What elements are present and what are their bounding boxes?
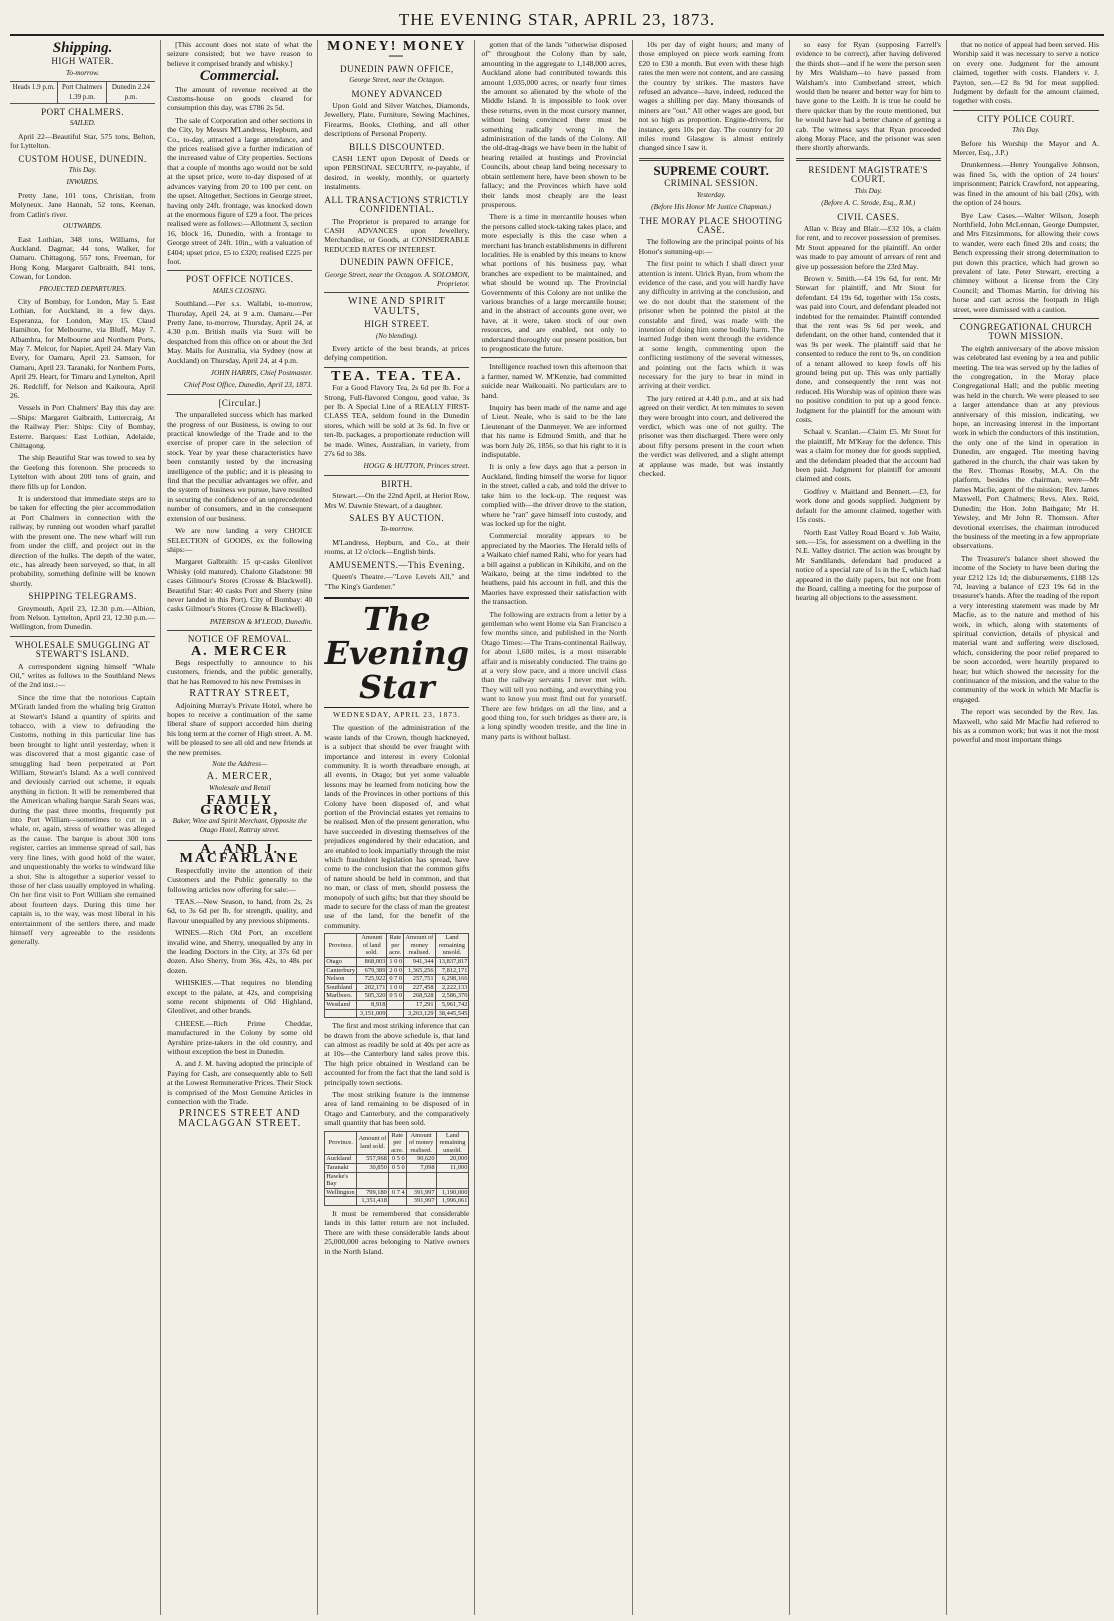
- police-court-heading: CITY POLICE COURT.: [977, 113, 1075, 124]
- newspaper-flag: The Evening Star: [324, 597, 469, 708]
- column-3: [324, 40, 475, 1615]
- divider: [167, 270, 312, 271]
- paragraph: The following are the principal points of his Honor's summing-up:—: [638, 237, 784, 256]
- divider: [639, 158, 784, 161]
- mails-closing-label: MAILS CLOSING.: [212, 286, 267, 295]
- table-cell: 1,365,256: [404, 966, 435, 975]
- table-header-cell: Land remaining unsold.: [436, 1131, 469, 1155]
- paragraph: that no notice of appeal had been served. His Worship said it was necessary to serve a notice on every one. Judgment for the amount claimed, together with costs. Flanders v. J. Payton, sen.—£2 8s 9d for meat supplied. Judgment by default for the amount claimed, together with costs.: [952, 40, 1099, 106]
- table-cell: 1 0 0: [387, 958, 404, 967]
- table-cell: 20,000: [436, 1155, 469, 1164]
- shipping-heading: Shipping.: [52, 40, 113, 56]
- money-advanced-label: MONEY ADVANCED: [351, 88, 443, 99]
- circular-heading: [Circular.]: [218, 397, 262, 408]
- rm-court-heading: RESIDENT MAGISTRATE'S COURT.: [808, 164, 929, 185]
- advert-subtitle: HIGH STREET.: [364, 319, 430, 330]
- table-cell: Taranaki: [325, 1164, 357, 1173]
- paragraph: Every article of the best brands, at prices defying competition.: [324, 343, 470, 363]
- land-table-north: [324, 1131, 469, 1206]
- table-cell: 38,445,545: [435, 1009, 469, 1018]
- paragraph: CHEESE.—Rich Prime Cheddar, manufactured in the Colony by some old Ayrshire prize-takers in the old country, and without exception the best in Dunedin.: [167, 1018, 313, 1056]
- table-cell: 7,812,171: [435, 966, 469, 975]
- table-total-row: [325, 1197, 469, 1206]
- paragraph: Begs respectfully to announce to his customers, friends, and the public generally, that he has Removed to his new Premises in: [167, 657, 313, 686]
- paragraph: The most striking feature is the immense area of land remaining to be disposed of in Otago and Canterbury, and the comparatively small quantity that has been sold.: [324, 1090, 470, 1128]
- column-6: [796, 40, 947, 1615]
- custom-house-heading: CUSTOM HOUSE, DUNEDIN.: [18, 153, 147, 164]
- advert-title: A. MERCER: [191, 643, 289, 659]
- table-header-row: [325, 934, 469, 958]
- paragraph: The eighth anniversary of the above mission was celebrated last evening by a tea and public meeting. The tea was served up by the ladies of the congregation, in the Moray place Congregational Hall; and the public meeting was held in the church. We were pleased to see a larger attendance than at any previous anniversary of this mission, indicating, we hope, an increasing interest in the important work in which the conductors of this institution, the only one of the kind in operation in Dunedin, are engaged. The meeting having gathered in the church, the chair was taken by the Rev. Thomas Roseby, M.A. On the platform, besides the chairman, were—Mr James Macfie, agent of the mission; Rev. James Maxwell, Port Chalmers; Revs. Alex. Reid, Dunedin; the Hon. John Bathgate; Mr H. Yewsley, and Mr John R. Thomson. After devotional exercises, the chairman introduced the business of the meeting in a few appropriate observations.: [952, 343, 1099, 551]
- column-2: [167, 40, 318, 1615]
- table-cell: 2,222,133: [435, 983, 469, 992]
- paragraph: Margaret Galbraith: 15 qr-casks Glenlivet Whisky (old matured). Chalotte Gladstone: 98 cases Gilmour's Stores (Crosse & Blackwell). Beautiful Star: 40 casks Port and Sherry (nine never landed in this Port). City of Bombay: 40 casks Gilmour's Stores (Crosse & Blackwell).: [167, 557, 313, 614]
- paragraph: so easy for Ryan (supposing Farrell's evidence to be correct), after having delivered the thirds shot—and if he were the person seen by Mrs Walsham—to have passed from Walsham's into Cumberland street, which would then be nearer and better way for him to have gone to the Leith. It is true he could be there quicker than by the route mentioned, but he would have had a better chance of getting a cab. The witness says that Ryan proceeded along Moray Place, and the prisoner was seen there shortly afterwards.: [795, 40, 941, 153]
- smuggling-heading: WHOLESALE SMUGGLING AT STEWART'S ISLAND.: [15, 639, 151, 660]
- divider: [167, 394, 312, 395]
- advert-line: [167, 793, 312, 818]
- magistrate-label: (Before A. C. Strode, Esq., R.M.): [821, 199, 916, 208]
- column-1: [10, 40, 161, 1615]
- table-row: [325, 1001, 469, 1010]
- paragraph: We are now landing a very CHOICE SELECTION of GOODS, ex the following ships:—: [167, 526, 313, 554]
- paragraph: Vessels in Port Chalmers' Bay this day are:—Ships: Margaret Galbraith, Luttercraig, At the Railway Pier: Ships: City of Bombay, Esterre. Barques: East Lothian, Adelaide, Chittagong.: [10, 403, 156, 451]
- advert-line: [167, 772, 312, 781]
- table-row: [325, 1164, 469, 1173]
- table-cell: 1,996,061: [436, 1197, 469, 1206]
- divider: [953, 110, 1099, 111]
- advert-title: A. AND J. MACFARLANE: [179, 841, 300, 867]
- paragraph: Since the time that the notorious Captain M'Grath landed from the whaling brig Gratton at Stewart's Island a quantity of spirits and tobacco, with a view to defrauding the Customs, nothing in this particular line has been brought to light until yesterday, when it was discovered that a most gigantic case of smuggling had been perpetrated at Port William, Stewart's Island. As a well connived and deviously carried out scheme, it equals anything in fiction. It will be remembered that the American whaling barque Sarah Sears was, during the past three months, frequently put into Port William—sometimes to cut in a whale, or, again, stress of weather was alleged as the cause. The barque is about 300 tons register, carries an immense spread of sail, has very fine lines, with good hold of the water, and unquestionably the works to windward like a shot. She is altogether a superior vessel to those of her class usually employed in whaling. On her first visit to Port William she remained about fourteen days. During this time her captain is, to the way, was most liberal in his entertainment of the settlers there, and made himself very agreeable to the residents generally.: [10, 692, 156, 947]
- table-cell: [406, 1172, 436, 1188]
- table-cell: 17,291: [404, 1001, 435, 1010]
- paragraph: Adjoining Murray's Private Hotel, where he hopes to receive a continuation of the same liberal share of support accorded him during his long term at the corner of High street. A. M. will be pleased to see all old and new friends at the new premises.: [167, 700, 313, 757]
- divider: [10, 636, 155, 637]
- paragraph: Godfrey v. Maitland and Bennett.—£3, for work done and goods supplied. Judgment by default for the amount claimed, together with 15s costs.: [795, 486, 941, 525]
- paragraph: Respectfully invite the attention of their Customers and the Public generally to the following articles now offering for sale:—: [167, 865, 313, 894]
- divider: [167, 630, 312, 631]
- divider: [953, 318, 1099, 319]
- advert-wine: [324, 297, 469, 316]
- paragraph: A. and J. M. having adopted the principle of Paying for Cash, are consequently able to Sell at the Lowest Remunerative Prices. Their Stock is comprised of the Most Genuine Articles in connection with the Trade.: [167, 1059, 313, 1107]
- paragraph: A correspondent signing himself "Whale Oil," writes as follows to the Southland News of the 2nd inst.:—: [10, 661, 156, 690]
- paragraph: Southland.—Per s.s. Wallabi, to-morrow, Thursday, April 24, at 9 a.m. Oamaru.—Per Pretty Jane, to-morrow, Thursday, April 24, at 4.30 p.m. British mails via Suez will be despatched from this office on or about the 3rd May. Mails for Australia, via Sydney (now at Auckland) on Thursday, April 24, at 4 p.m.: [167, 299, 313, 365]
- high-water-sub: To-morrow.: [66, 68, 100, 77]
- paragraph: Brown v. Smith.—£4 19s 6d, for rent. Mr Stewart for plaintiff, and Mr Stout for defendant. £4 19s 6d, together with 15s costs, was paid into Court, and defendant pleaded not indebted for the remainder. Plaintiff contended that the rent was 9s 6d per week, and defendant, on the other hand, contended that it was 9s per week. The plaintiff said that he consented to reduce the rent to 9s, on condition of a tenant allowed to keep fowls off his ground being put up. This was only partially done, and consequently the rent was not reduced. His Worship was of opinion there was no positive condition to put up a good fence. Judgment for the plaintiff for the amount with costs.: [795, 273, 941, 425]
- paragraph: The ship Beautiful Star was towed to sea by the Geelong this forenoon. She proceeds to Lyttelton with about 200 tons of grain, and there fills up for London.: [10, 453, 156, 491]
- paragraph: WHISKIES.—That requires no blending except to the palate, at 42s, and comprising some recent shipments of Old Highland, Glenlivet, and other brands.: [167, 978, 313, 1016]
- paragraph: [This account does not state of what the seizure consisted; but we have reason to believe it comprised brandy and whisky.]: [167, 40, 313, 68]
- table-header-cell: Amount of money realised.: [405, 934, 434, 957]
- divider: [167, 840, 312, 841]
- table-cell: Wellington: [325, 1188, 357, 1197]
- dateline: Chief Post Office, Dunedin, April 23, 1873.: [183, 380, 313, 390]
- signature: PATERSON & M'LEOD, Dunedin.: [209, 616, 313, 626]
- column-7: [953, 40, 1104, 1615]
- table-cell: 5,961,742: [435, 1001, 469, 1010]
- advert-subtitle: PRINCES STREET AND MACLAGGAN STREET.: [178, 1108, 302, 1129]
- paragraph: Before his Worship the Mayor and A. Mercer, Esq., J.P.): [952, 138, 1099, 158]
- advert-title: FAMILY GROCER,: [200, 793, 280, 818]
- table-header-cell: Amount of money realised.: [406, 1131, 436, 1155]
- advert-subtitle: A. MERCER,: [206, 771, 273, 783]
- table-cell: 3,151,009: [357, 1009, 387, 1018]
- table-cell: 227,458: [404, 983, 435, 992]
- table-cell: 557,968: [357, 1155, 389, 1164]
- sales-sub: To-morrow.: [380, 525, 414, 534]
- table-cell: [387, 1009, 404, 1018]
- advert-title: MONEY! MONEY—: [327, 40, 467, 64]
- dateline: WEDNESDAY, APRIL 23, 1873.: [332, 709, 461, 719]
- inwards-label: INWARDS.: [66, 178, 99, 187]
- paragraph: The Proprietor is prepared to arrange for CASH ADVANCES upon Jewellery, Merchandise, or Goods, at CONSIDERABLE REDUCED RATES OF INTEREST.: [324, 216, 470, 254]
- table-cell: 268,528: [404, 992, 435, 1001]
- advert-title: TEA. TEA. TEA.: [331, 368, 463, 384]
- this-day-label: This Day.: [1012, 126, 1040, 135]
- table-cell: 868,003: [357, 958, 387, 967]
- table-cell: 0 5 0: [388, 1155, 406, 1164]
- table-cell: [388, 1172, 406, 1188]
- table-cell: 0 5 0: [387, 992, 404, 1001]
- table-row: [325, 992, 469, 1001]
- table-cell: 257,751: [404, 975, 435, 984]
- paragraph: Allan v. Bray and Blair.—£32 10s, a claim for rent, and to recover possession of premises. Mr Stout appeared for the plaintiff. An order was made to pay amount of arrears of rent and give up possession before the 23rd May.: [795, 223, 941, 271]
- table-header-cell: Land remaining unsold.: [435, 934, 469, 958]
- table-cell: 679,389: [357, 966, 387, 975]
- sailed-heading: SAILED.: [69, 119, 96, 128]
- table-cell: Canterbury: [326, 966, 356, 974]
- table-total-row: [325, 1009, 469, 1018]
- advert-subtitle: RATTRAY STREET,: [189, 688, 291, 700]
- table-cell: 11,000: [436, 1164, 469, 1173]
- bills-discounted-label: BILLS DISCOUNTED.: [349, 141, 445, 152]
- signature: HOGG & HUTTON, Princes street.: [363, 461, 470, 471]
- judge-label: (Before His Honor Mr Justice Chapman.): [651, 203, 772, 212]
- outwards-label: OUTWARDS.: [62, 222, 103, 231]
- table-cell: Hawke's Bay: [325, 1172, 357, 1188]
- paragraph: Inquiry has been made of the name and age of Lieut. Neale, who is said to be the late Lieutenant of the Danmeyer. We are informed that his name is Edmund Smith, and that he was born July 26, 1856, so that his right to it is indisputable.: [481, 403, 627, 460]
- post-office-heading: POST OFFICE NOTICES.: [185, 274, 294, 285]
- columns: [10, 40, 1104, 1615]
- table-cell: 3,263,129: [404, 1009, 435, 1018]
- paragraph: The jury retired at 4.40 p.m., and at six had agreed on their verdict. At ten minutes to seven they were brought into court, and delivered the verdict, which was one of not guilty. The prisoner was then discharged. There were only about fifty persons present in the court when the verdict was delivered, and a slight attempt at applause was made, but was instantly checked.: [638, 393, 784, 479]
- port-chalmers-heading: PORT CHALMERS.: [41, 107, 124, 118]
- paragraph: The question of the administration of the waste lands of the Crown, though hackneyed, is a subject that should be ever fraught with importance and interest in every Colonial community. It is worth threadbare enough, at all events, in Otago; but yet some valuable lessons may be learned from noticing how the lands of the Provinces in other portions of this Colony have been disposed of, and what portion of the Provincial estates yet remains to be realised. Men of the present generation, who have succeeded in divesting themselves of the prejudices engendered by their education, and are enabled to look impartially through the mist which fraudulent legislation has spread, have come to the conclusion that the common gifts of nature should be held in common, and that no man, or class of men, should possess the monopoly of such gifts; but that they should be made to secure for the class of man the greatest use of the land, for the benefit of the community.: [324, 723, 470, 930]
- paragraph: City of Bombay, for London, May 5. East Lothian, for Auckland, in a few days. Esperanza, for London, May 15. Claud Hamilton, for Melbourne, via Bluff, May 7. Albambra, for Melbourne and Northern Ports, May 7. Melcor, for Napier, April 24. Mary Van Every, for Oamaru, April 23. Samson, for Oamaru, April 23. Taranaki, for Northern Ports, April 29. Heart, for Timaru and Lyttelton, April 26. Redcliff, for Nelson and Kaikoura, April 26.: [10, 296, 156, 400]
- advert-mercer: [167, 643, 312, 659]
- this-day-label: This Day.: [854, 186, 883, 195]
- table-cell: [436, 1172, 469, 1188]
- paragraph: It is only a few days ago that a person in Auckland, finding himself the worse for liquor in the street, called a cab, and told the driver to take him to the lock-up. The request was complied with—the driver drove to the station, where he "ran" gave himself into custody, and was locked up for the night.: [481, 462, 627, 528]
- table-cell: Southland: [325, 983, 357, 992]
- paragraph: Upon Gold and Silver Watches, Diamonds, Jewellery, Plate, Furniture, Sewing Machines, Firearms, Books, Clothing, and all other descriptions of Personal Property.: [324, 101, 470, 139]
- civil-cases-heading: CIVIL CASES.: [837, 211, 900, 222]
- table-row: [325, 958, 469, 967]
- advert-caption: Wholesale and Retail: [208, 783, 271, 792]
- divider: [324, 367, 469, 368]
- shipping-telegrams-heading: SHIPPING TELEGRAMS.: [28, 591, 137, 602]
- table-cell: 799,180: [357, 1188, 389, 1197]
- yesterday-label: Yesterday.: [696, 190, 726, 199]
- table-cell: 13,837,817: [435, 958, 469, 967]
- table-cell: 7,098: [406, 1164, 436, 1173]
- paragraph: Intelligence reached town this afternoon that a farmer, named W. M'Kenzie, had committed suicide near Waikouaiti. No particulars are to hand.: [481, 362, 627, 400]
- birth-heading: BIRTH.: [380, 478, 413, 489]
- advert-tea: [324, 368, 469, 384]
- advert-caption: George Street, near the Octagon.: [349, 76, 445, 85]
- table-cell: [357, 1172, 389, 1188]
- column-5: [639, 40, 790, 1615]
- paragraph: The first and most striking inference that can be drawn from the above schedule is, that land can almost as readily be sold at 40s per acre as at 10s—the Canterbury land sales prove this. The high price obtained in Westland can be accounted for from the fact that the land sold is principally town sections.: [324, 1021, 470, 1087]
- tide-heads: Heads 1.9 p.m.: [10, 82, 58, 103]
- advert-title: WINE AND SPIRIT VAULTS,: [347, 296, 446, 317]
- table-cell: 1,190,000: [436, 1188, 469, 1197]
- paragraph: The report was seconded by the Rev. Jas. Maxwell, who said Mr Macfie had referred to his as a common work; but was it not the most powerful and most important things: [952, 707, 1099, 745]
- table-row: [325, 966, 469, 975]
- table-cell: [325, 1197, 357, 1206]
- paragraph: It is understood that immediate steps are to be taken for effecting the pier accommodation at Port Chalmers in connection with the railway, by running out wooden wharf parallel with the present one. The new wharf will run from under the cliff, and project out in the direction of the hulks. The depth of the water, etc., has already been surveyed, so that, in all probability, something definite will be known shortly.: [10, 494, 156, 588]
- tide-table: [10, 81, 155, 104]
- advert-money: [324, 40, 469, 64]
- paragraph: WINES.—Rich Old Port, an excellent invalid wine, and Sherry, unequalled by any in the leading Doctors in the City, at 37s 6d per dozen. Also Sherry, from 36s, 42s, to 48s per dozen.: [167, 928, 313, 975]
- high-water-heading: HIGH WATER.: [51, 56, 114, 67]
- paragraph: Queen's Theatre.—"Love Levels All," and "The King's Gardener.": [324, 572, 470, 591]
- table-cell: Westland: [325, 1001, 357, 1010]
- table-cell: 2,586,370: [435, 992, 469, 1001]
- removal-heading: NOTICE OF REMOVAL.: [187, 634, 292, 645]
- paragraph: It must be remembered that considerable lands in this latter return are not included. There are with these considerable lands about 25,000,000 acres belonging to Native owners in the North Island.: [324, 1209, 470, 1256]
- paragraph: Stewart.—On the 22nd April, at Heriot Row, Mrs W. Dawnie Stewart, of a daughter.: [324, 491, 470, 510]
- paragraph: M'Landress, Hepburn, and Co., at their rooms, at 12 o'clock—English birds.: [324, 537, 470, 557]
- table-row: [325, 1155, 469, 1164]
- table-row: [325, 975, 469, 984]
- paragraph: The unparalleled success which has marked the progress of our Business, is owing to our practical knowledge of the Trade and to the exercise of proper care in the selection of stock. Year by year these characteristics have been constantly tested by the increasing intelligence of the public; and it is pleasing to find that the peculiar advantages we offer, and the system of business we pursue, have resulted in securing the confidence of an unprecedented number of consumers, and in the consequent extension of our business.: [167, 410, 313, 523]
- table-cell: Marlboro.: [325, 992, 357, 1001]
- table-cell: 0 5 0: [388, 1164, 406, 1173]
- table-cell: [388, 1197, 406, 1206]
- paragraph: Bye Law Cases.—Walter Wilson, Joseph Northfield, John McLennan, George Dumpster, and Mrs Fitzsimmons, for allowing their cows to wander, were each fined 20s and costs; the Bench expressing their strong determination to put down this practice, which had grown so prevalent of late. Peter Stewart, erecting a chimney without a license from the City Council; and Thomas Martin, for driving his horse and cart across the footpath in High street, were dismissed with a caution.: [952, 210, 1099, 314]
- table-header-row: [325, 1131, 469, 1155]
- divider: [324, 475, 469, 476]
- supreme-court-heading: SUPREME COURT.: [653, 162, 769, 178]
- case-heading: THE MORAY PLACE SHOOTING CASE.: [639, 215, 783, 235]
- divider: [481, 357, 626, 358]
- table-row: [325, 983, 469, 992]
- signature: JOHN HARRIS, Chief Postmaster.: [210, 368, 313, 377]
- table-cell: 391,997: [406, 1188, 436, 1197]
- table-cell: 1,351,418: [357, 1197, 389, 1206]
- column-4: [481, 40, 632, 1615]
- amusements-heading: AMUSEMENTS.—This Evening.: [328, 559, 465, 570]
- table-header-cell: Province.: [325, 934, 357, 958]
- sales-heading: SALES BY AUCTION.: [349, 513, 445, 524]
- paragraph: The following are extracts from a letter by a gentleman who went Home via San Francisco a few months since, and published in the North Otago Times:—The Trans-continental Railway, for about 1,600 miles, is a most miserable affair and is miserably conducted. The trains go at a very slow pace, and a more uncivil class than the railway servants I never met with. They will tell you nothing, and everything you want to know you must find out for yourself. There are few bridges on all the line, and a good thing too, for such bridges as there are, is a long spindly wooden trestle, and the line in many parts is without ballast.: [481, 609, 627, 741]
- pawn-office-heading: DUNEDIN PAWN OFFICE,: [340, 257, 454, 268]
- paragraph: April 22—Beautiful Star, 575 tons, Belton, for Lyttelton.: [10, 131, 156, 151]
- table-cell: 1 0 0: [387, 983, 404, 992]
- table-cell: 391,997: [406, 1197, 436, 1206]
- table-cell: 505,320: [357, 992, 387, 1001]
- table-row: [325, 1172, 469, 1188]
- paragraph: The Treasurer's balance sheet showed the income of the Society to have been during the year £212 12s 1d; the disbursements, £188 12s 7d, leaving a balance of £23 19s 6d in the treasurer's hands. After the reading of the report a very interesting statement was made by Mr Macfie, as to the nature and method of his work, in which, along with statements of spiritual conviction, details of physical and material want and suffering were disclosed, which, considering the poor relief prepared to be soon accorded, were heartily prepared to hear; but which showed the necessity for the continuance of the mission, and the value to the community of the work in which Mr Macfie is engaged.: [952, 553, 1099, 704]
- paragraph: TEAS.—New Season, to hand, from 2s, 2s 6d, to 3s 6d per lb, for strength, quality, and flavour unequalled by any previous shipments.: [167, 896, 313, 925]
- confidential-label: ALL TRANSACTIONS STRICTLY CONFIDENTIAL.: [324, 194, 470, 215]
- table-cell: 0 7 4: [388, 1188, 406, 1197]
- table-cell: 0 7 0: [387, 975, 404, 984]
- table-cell: Otago: [325, 958, 357, 967]
- paragraph: CASH LENT upon Deposit of Deeds or upon PERSONAL SECURITY, re-payable, if desired, in weekly, monthly, or quarterly instalments.: [324, 154, 470, 192]
- paragraph: gotten that of the lands "otherwise disposed of" throughout the Colony than by sale, amounting in the aggregate to 1,148,000 acres, Auckland alone had contributed towards this amount 1,035,000 acres, or nearly four times the amount so alienated by the whole of the Middle Island. It is impossible to look over these returns, even in the most cursory manner, without being convinced there must be something radically wrong in the administration of the lands of the Colony. All the old-drag-drags we have been in the habit of hearing retailed at hustings and Provincial Councils, about cheap land being necessary to obtain settlement here, have been shown to be fallacy; and the Provinces which have sold their lands most cheaply are the least prosperous.: [481, 40, 627, 209]
- paragraph: Pretty Jane, 101 tons, Christian, from Molyneux. Jane Hannah, 52 tons, Keenan, from Catlin's river.: [10, 190, 156, 219]
- criminal-session-heading: CRIMINAL SESSION.: [664, 178, 758, 189]
- advert-caption: (No blending).: [375, 331, 418, 340]
- this-day-label: This Day.: [68, 166, 97, 175]
- table-cell: 725,922: [357, 975, 387, 984]
- paragraph: Commercial morality appears to be appreciated by the Maories. The Herald tells of a Waikato chief named Rahi, who for years had a bill against a publican in Kihikihi, and on the Waikato, being at the time indebted to the heathens, paid his account in full, and this the Maories have expressed their satisfaction with the transaction.: [481, 531, 627, 607]
- tide-port-chalmers: Port Chalmers 1.39 p.m.: [58, 82, 106, 103]
- signature: George Street, near the Octagon. A. SOLOMON, Proprietor.: [324, 269, 470, 288]
- paragraph: The sale of Corporation and other sections in the City, by Messrs M'Landress, Hepburn, and Co., to-day, attracted a large attendance, and the prices realised give a further indication of the increased value of City properties. Sections that a couple of months ago would not be sold at the upset price, were to-day disposed of at advances varying from 20 to 100 per cent. on the upset. Altogether, Sections in George street, having only 24ft. frontage, was knocked down at the enormous figure of £29 a foot. The prices realised were as follows:—Allotment 3, section 16, block 16, Dunedin, with a frontage to George street of 24ft. 10in., with a valuation of £404; upset price, £5 to £320; realised £225 per foot.: [167, 115, 313, 266]
- table-cell: 8,918: [357, 1001, 387, 1010]
- paragraph: Drunkenness.—Henry Youngalive Johnson, was fined 5s, with the option of 24 hours' imprisonment; Patrick Crawford, not appearing, was fined in the amount of his bail (20s), with the option of 24 hours.: [952, 160, 1099, 208]
- table-cell: [325, 1009, 357, 1018]
- table-header-cell: Rate per acre.: [387, 934, 404, 958]
- table-cell: 2 0 0: [387, 966, 404, 975]
- note-address: Note the Address—: [212, 760, 268, 769]
- paragraph: For a Good Flavory Tea, 2s 6d per lb. For a Strong, Full-flavored Congou, good value, 3s per lb. A Special Line of a REALLY FIRST-CLASS TEA, seldom found in the Dunedin stores, which will be sold at 3s 6d. In five or ten-lb. packages, a proportionate reduction will be made. Wines, Australian, in variety, from 27s 6d to 38s.: [324, 383, 470, 459]
- masthead: THE EVENING STAR, APRIL 23, 1873.: [10, 8, 1104, 36]
- table-row: [325, 1188, 469, 1197]
- divider: [324, 292, 469, 293]
- table-header-cell: Province.: [325, 1131, 357, 1155]
- projected-departures-label: PROJECTED DEPARTURES.: [39, 284, 127, 293]
- paragraph: East Lothian, 348 tons, Williams, for Auckland. Dagmar, 44 tons, Walker, for Oamaru. Chittagong, 557 tons, Freeman, for Hong Kong. Margaret Galbraith, 841 tons, Cowan, for London.: [10, 234, 156, 282]
- congregational-heading: CONGREGATIONAL CHURCH TOWN MISSION.: [959, 321, 1093, 342]
- table-cell: [387, 1001, 404, 1010]
- divider: [796, 158, 941, 161]
- paragraph: The first point to which I shall direct your attention is intent. Ulrick Ryan, from whom the evidence of the case, and you will hardly have any difficulty in arriving at the conclusion, and we do not doubt that the statement of the prisoner when he pointed the pistol at the constable and fired, was made with the intention of doing him some bodily harm. The learned Judge then went through the evidence at some length, commenting upon the conflicting testimony of the several witnesses, and pointing out the facts which it was necessary for the jury to bear in mind in arriving at their verdict.: [638, 259, 784, 391]
- table-cell: 941,344: [404, 958, 435, 967]
- pawn-office-heading: DUNEDIN PAWN OFFICE,: [340, 63, 454, 74]
- commercial-heading: Commercial.: [199, 68, 280, 85]
- table-header-cell: Amount of land sold.: [357, 934, 387, 958]
- advert-line: [167, 689, 312, 698]
- paragraph: 10s per day of eight hours; and many of those employed on piece work earning from £20 to £30 a month. But even with these high rates the men were not content, and are causing the country by strikes. The masters have refused an advance—have, indeed, reduced the wages a shilling per day. Many thousands of miners are "out." All other wages are good, but not so high as proportion. Engine-drivers, for instance, gets 10s per day. The country for 20 miles round Glasgow is almost entirely changed since I saw it.: [638, 40, 784, 153]
- table-header-cell: Rate per acre.: [388, 1131, 406, 1155]
- advert-macfarlane: [167, 841, 312, 867]
- advert-caption: Baker, Wine and Spirit Merchant, Opposite the Otago Hotel, Rattray street.: [172, 817, 307, 835]
- paragraph: Greymouth, April 23, 12.30 p.m.—Albion, from Nelson. Lyttelton, April 23, 12.30 p.m.—Wellington, from Dunedin.: [10, 603, 156, 632]
- paragraph: North East Valley Road Board v. Job Waite, sen.—15s, for assessment on a dwelling in the N.E. Valley district. The action was brought by Mr Sandilands, defendant had produced a notice of a special rate of 1s in the £, which had appeared in the daily papers, but not one from the Board, calling a meeting for the purpose of hearing all objections to the assessment.: [795, 527, 941, 603]
- advert-line: [167, 1109, 312, 1128]
- table-cell: 90,620: [406, 1155, 436, 1164]
- paragraph: Schaal v. Scanlan.—Claim £5. Mr Stout for the plaintiff, Mr M'Keay for the defence. This was a claim for money due for goods supplied, and the defendant pleaded that the account had been paid. Judgment for plaintiff for amount claimed and costs.: [795, 427, 941, 484]
- tide-dunedin: Dunedin 2.24 p.m.: [111, 83, 150, 101]
- table-cell: Nelson: [325, 975, 357, 984]
- land-table-south: [324, 933, 469, 1018]
- table-header-cell: Amount of land sold.: [357, 1131, 389, 1155]
- paragraph: There is a time in mercantile houses when the persons called stock-taking takes place, and more especially is this the case when a merchant has branch establishments in different localities. He is enabled by this means to know what portions of his business pay, what branches are expedient to be maintained, and what should be wound up. The Provincial Governments of this Colony are not unlike the various branches of a large mercantile house; and in the abstract of accounts gone over, we have, at it were, taken stock of our own resources, and are enabled, not only to understand thoroughly our present position, but to prognosticate the future.: [481, 212, 627, 353]
- table-cell: Auckland: [325, 1155, 357, 1164]
- table-cell: 30,850: [357, 1164, 389, 1173]
- paragraph: The amount of revenue received at the Customs-house on goods cleared for consumption this day, was £786 2s 5d.: [167, 84, 313, 113]
- table-cell: 202,171: [357, 983, 387, 992]
- table-cell: 6,298,166: [435, 975, 469, 984]
